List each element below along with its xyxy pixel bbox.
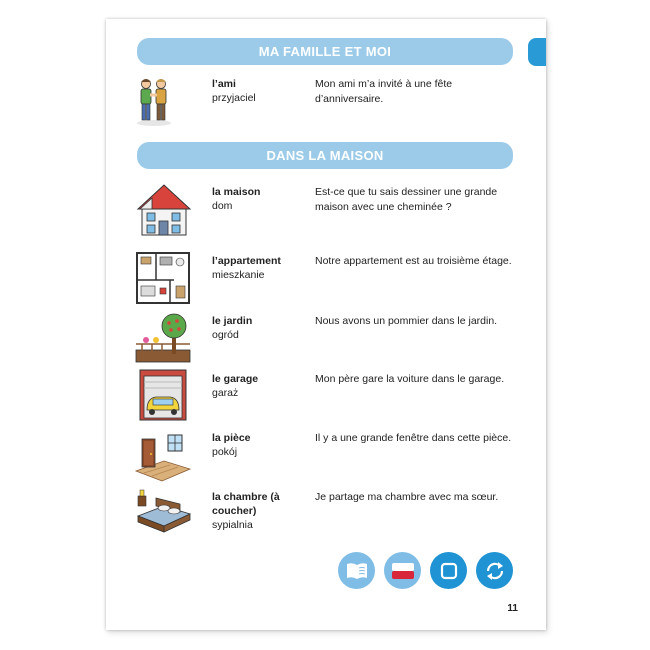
french-word: le garage bbox=[212, 373, 259, 385]
vocab-entry-jardin bbox=[134, 310, 524, 366]
polish-word: sypialnia bbox=[212, 519, 253, 531]
french-word: l’ami bbox=[212, 78, 236, 90]
room-icon bbox=[134, 427, 192, 483]
bedroom-icon bbox=[134, 486, 192, 542]
vocab-word-ami bbox=[212, 77, 310, 105]
repeat-button[interactable] bbox=[476, 552, 513, 589]
book-page bbox=[106, 19, 546, 630]
example-sentence: Nous avons un pommier dans le jardin. bbox=[315, 315, 498, 327]
vocab-word-jardin bbox=[212, 314, 310, 342]
example-sentence: Mon père gare la voiture dans le garage. bbox=[315, 373, 505, 385]
repeat-icon bbox=[484, 560, 506, 582]
section-banner-house bbox=[137, 142, 513, 169]
example-sentence: Il y a une grande fenêtre dans cette pièce. bbox=[315, 432, 512, 444]
polish-word: ogród bbox=[212, 329, 239, 341]
french-word: la pièce bbox=[212, 432, 251, 444]
vocab-entry-appartement bbox=[134, 250, 524, 306]
page-number: 11 bbox=[507, 603, 518, 614]
polish-word: przyjaciel bbox=[212, 92, 256, 104]
section-title-family: MA FAMILLE ET MOI bbox=[258, 44, 392, 59]
french-word: la maison bbox=[212, 186, 261, 198]
book-icon bbox=[346, 562, 368, 580]
french-word: le jardin bbox=[212, 315, 253, 327]
polish-flag-icon bbox=[392, 563, 414, 579]
example-sentence: Est-ce que tu sais dessiner une grande maison avec une cheminée ? bbox=[315, 186, 498, 213]
friends-icon bbox=[134, 73, 192, 129]
vocab-word-maison bbox=[212, 185, 310, 213]
section-title-house: DANS LA MAISON bbox=[266, 148, 384, 163]
example-sentence: Je partage ma chambre avec ma sœur. bbox=[315, 491, 499, 503]
vocab-word-garage bbox=[212, 372, 310, 400]
book-button[interactable] bbox=[338, 552, 375, 589]
polish-word: dom bbox=[212, 200, 233, 212]
vocab-entry-ami bbox=[134, 73, 524, 129]
french-word: l’appartement bbox=[212, 255, 281, 267]
vocab-entry-piece bbox=[134, 427, 524, 483]
vocab-word-chambre bbox=[212, 490, 310, 532]
french-word: la chambre (à coucher) bbox=[212, 491, 280, 517]
polish-language-button[interactable] bbox=[384, 552, 421, 589]
polish-word: mieszkanie bbox=[212, 269, 265, 281]
vocab-word-piece bbox=[212, 431, 310, 459]
example-sentence: Mon ami m’a invité à une fête d’anniversaire. bbox=[315, 78, 453, 105]
vocab-entry-garage bbox=[134, 368, 524, 424]
audio-controls bbox=[338, 552, 518, 590]
square-icon bbox=[440, 562, 458, 580]
house-icon bbox=[134, 181, 192, 237]
vocab-entry-maison bbox=[134, 181, 524, 237]
example-sentence: Notre appartement est au troisième étage. bbox=[315, 255, 512, 267]
garden-icon bbox=[134, 310, 192, 366]
apartment-plan-icon bbox=[134, 250, 192, 306]
stop-button[interactable] bbox=[430, 552, 467, 589]
section-tab-marker bbox=[528, 38, 546, 66]
polish-word: pokój bbox=[212, 446, 238, 458]
vocab-entry-chambre bbox=[134, 486, 524, 542]
vocab-word-appartement bbox=[212, 254, 310, 282]
polish-word: garaż bbox=[212, 387, 239, 399]
section-banner-family bbox=[137, 38, 513, 65]
garage-icon bbox=[134, 368, 192, 424]
